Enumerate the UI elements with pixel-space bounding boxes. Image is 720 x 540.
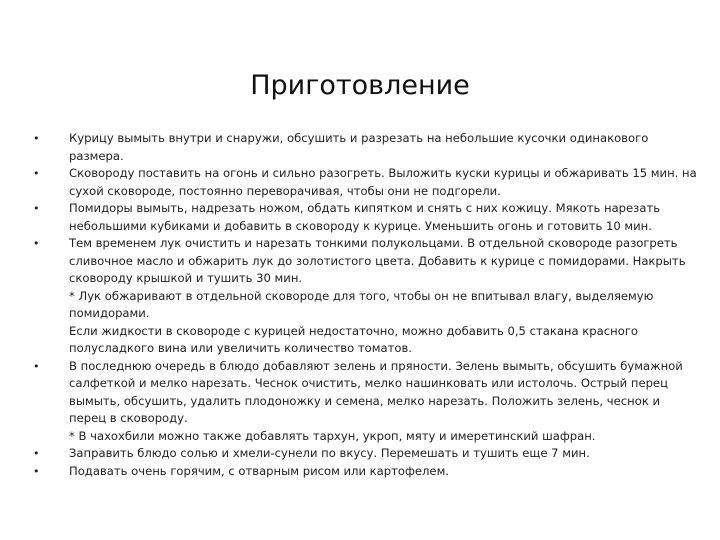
- step-text-line: перец в сковороду.: [69, 411, 188, 425]
- recipe-step-4: [33, 235, 689, 358]
- step-text-line: Заправить блюдо солью и хмели-сунели по вкусу. Перемешать и тушить еще 7 мин.: [69, 446, 590, 460]
- recipe-step-6: [33, 445, 689, 463]
- recipe-step-7: [33, 463, 689, 481]
- step-text-line: Тем временем лук очистить и нарезать тонкими полукольцами. В отдельной сковороде разогреть: [69, 236, 678, 250]
- recipe-step-2: [33, 165, 697, 200]
- step-note-line: помидорами.: [69, 306, 150, 320]
- step-text-line: небольшими кубиками и добавить в сковороду к курице. Уменьшить огонь и готовить 10 мин.: [69, 218, 652, 233]
- bullet-icon: •: [33, 237, 40, 250]
- recipe-step-1: [33, 130, 689, 165]
- bullet-icon: •: [33, 202, 40, 215]
- recipe-step-5: [33, 358, 689, 446]
- step-text-line: Помидоры вымыть, надрезать ножом, обдать кипятком и снять с них кожицу. Мякоть нарезать: [69, 201, 661, 215]
- recipe-steps-list: [33, 130, 697, 480]
- step-text-line: размера.: [69, 148, 124, 163]
- recipe-step-3: [33, 200, 689, 235]
- step-text-line: сухой сковороде, постоянно переворачивая, чтобы они не подгорели.: [69, 183, 501, 198]
- step-text-line: Подавать очень горячим, с отварным рисом или картофелем.: [69, 463, 449, 478]
- bullet-icon: •: [33, 132, 40, 145]
- bullet-icon: •: [33, 464, 40, 478]
- step-text-line: В последнюю очередь в блюдо добавляют зелень и пряности. Зелень вымыть, обсушить бумажной: [69, 358, 683, 373]
- slide-title: Приготовление: [250, 70, 470, 102]
- step-text-line: вымыть, обсушить, удалить плодоножку и семена, мелко нарезать. Положить зелень, чеснок и: [69, 393, 661, 408]
- step-text-line: Если жидкости в сковороде с курицей недостаточно, можно добавить 0,5 стакана красного: [69, 323, 639, 338]
- step-text-line: полусладкого вина или увеличить количество томатов.: [69, 341, 412, 355]
- bullet-icon: •: [33, 447, 40, 460]
- step-text-line: Курицу вымыть внутри и снаружи, обсушить и разрезать на небольшие кусочки одинакового: [69, 131, 649, 145]
- step-note-line: * В чахохбили можно также добавлять тархун, укроп, мяту и имеретинский шафран.: [69, 428, 596, 443]
- step-note-line: * Лук обжаривают в отдельной сковороде для того, чтобы он не впитывал влагу, выделяемую: [69, 288, 654, 303]
- bullet-icon: •: [33, 167, 40, 180]
- step-text-line: Сковороду поставить на огонь и сильно разогреть. Выложить куски курицы и обжаривать 15 мин. на: [69, 166, 697, 180]
- bullet-icon: •: [33, 359, 40, 373]
- step-text-line: сковороду крышкой и тушить 30 мин.: [69, 271, 303, 285]
- step-text-line: салфеткой и мелко нарезать. Чеснок очистить, мелко нашинковать или истолочь. Острый перец: [69, 376, 668, 390]
- step-text-line: сливочное масло и обжарить лук до золотистого цвета. Добавить к курице с помидорами. Накрыть: [69, 253, 686, 268]
